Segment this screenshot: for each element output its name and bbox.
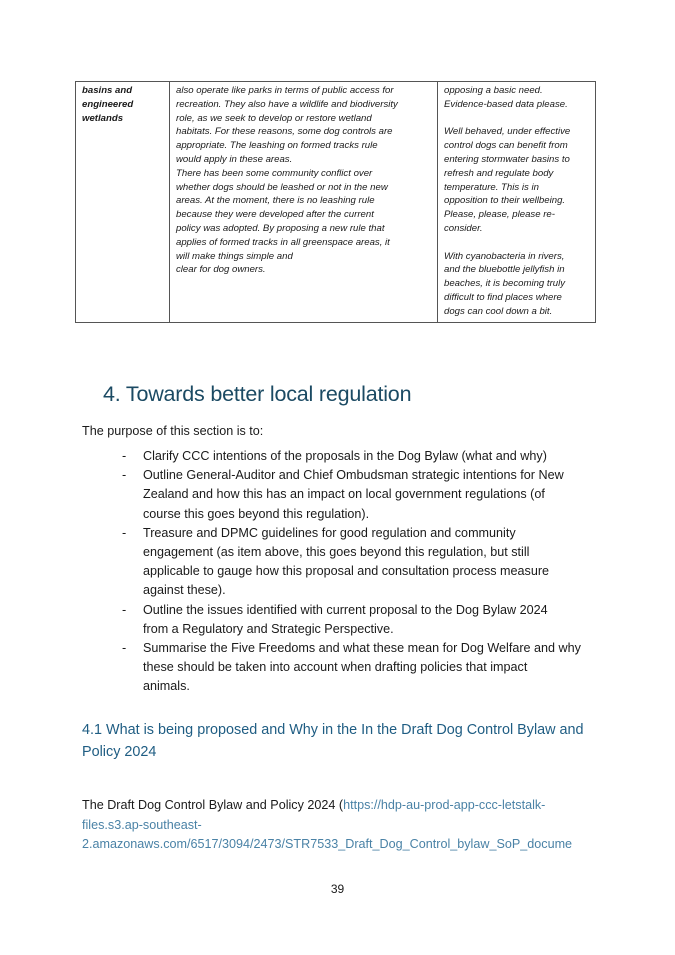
- comment-line: consider.: [444, 222, 483, 234]
- comment-line: refresh and regulate body: [444, 167, 554, 179]
- subsection-heading-line: 4.1 What is being proposed and Why in the In the Draft Dog Control Bylaw and: [82, 722, 584, 738]
- proposal-line: areas. At the moment, there is no leashing rule: [176, 195, 375, 207]
- list-item: [122, 447, 602, 466]
- proposal-line: policy was adopted. By proposing a new rule that: [176, 222, 385, 234]
- list-item: [122, 466, 602, 524]
- comment-line: control dogs can benefit from: [444, 140, 568, 152]
- list-item-line: from a Regulatory and Strategic Perspective.: [143, 621, 394, 636]
- comment-line: Well behaved, under effective: [444, 126, 571, 138]
- comment-spacer: [444, 236, 590, 250]
- table-row: [76, 82, 596, 323]
- proposal-line: because they were developed after the current: [176, 209, 374, 221]
- comment-line: opposition to their wellbeing.: [444, 195, 566, 207]
- comment-line: temperature. This is in: [444, 181, 539, 193]
- paragraph-prefix: The Draft Dog Control Bylaw and Policy 2024 (: [82, 798, 344, 812]
- proposal-line: whether dogs should be leashed or not in the new: [176, 181, 388, 193]
- bullet-dash: -: [122, 468, 127, 483]
- comment-line: Please, please, please re-: [444, 209, 555, 221]
- comment-line: dogs can cool down a bit.: [444, 305, 553, 317]
- list-item-line: applicable to gauge how this proposal and consultation process measure: [143, 564, 550, 579]
- list-item-line: Outline General-Auditor and Chief Ombudsman strategic intentions for New: [143, 468, 564, 483]
- body-paragraph: [82, 796, 572, 855]
- list-item-line: Zealand and how this has an impact on local government regulations (of: [143, 487, 545, 502]
- comment-line: With cyanobacteria in rivers,: [444, 250, 565, 262]
- list-item: [122, 601, 602, 639]
- document-link[interactable]: files.s3.ap-southeast-: [82, 817, 202, 832]
- proposal-line: role, as we seek to develop or restore wetland: [176, 112, 372, 124]
- page-number: 39: [330, 882, 345, 896]
- intro-text: The purpose of this section is to:: [82, 424, 264, 438]
- bullet-dash: -: [122, 525, 127, 540]
- list-item-line: Outline the issues identified with current proposal to the Dog Bylaw 2024: [143, 602, 548, 617]
- proposal-line: recreation. They also have a wildlife and biodiversity: [176, 98, 398, 110]
- proposal-line: would apply in these areas.: [176, 153, 293, 165]
- list-item-line: animals.: [143, 679, 190, 694]
- topic-line: basins and: [82, 85, 133, 96]
- table-cell-comment: [438, 82, 596, 323]
- comment-line: difficult to find places where: [444, 291, 562, 303]
- topic-line: engineered: [82, 98, 134, 110]
- table-cell-proposal: [170, 82, 438, 323]
- subsection-heading: [82, 719, 584, 763]
- comment-line: and the bluebottle jellyfish in: [444, 264, 565, 276]
- subsection-heading-line: Policy 2024: [82, 744, 157, 760]
- comment-line: entering stormwater basins to: [444, 153, 570, 165]
- document-link[interactable]: 2.amazonaws.com/6517/3094/2473/STR7533_Draft_Dog_Control_bylaw_SoP_docume: [82, 837, 573, 851]
- document-link[interactable]: https://hdp-au-prod-app-ccc-letstalk-: [343, 798, 546, 812]
- paragraph-line: [82, 796, 572, 816]
- list-item-line: course this goes beyond this regulation).: [143, 506, 370, 521]
- purpose-list: [122, 447, 602, 697]
- list-item: [122, 524, 602, 601]
- proposal-line: will make things simple and: [176, 250, 293, 262]
- table-cell-topic: [76, 82, 170, 323]
- feedback-table: [75, 81, 596, 323]
- proposal-line: There has been some community conflict over: [176, 167, 373, 179]
- section-heading: 4. Towards better local regulation: [103, 382, 412, 406]
- proposal-line: clear for dog owners.: [176, 264, 266, 276]
- proposal-line: also operate like parks in terms of public access for: [176, 85, 394, 96]
- list-item-line: these should be taken into account when drafting policies that impact: [143, 660, 528, 675]
- list-item-line: engagement (as item above, this goes beyond this regulation, but still: [143, 545, 530, 560]
- topic-line: wetlands: [82, 112, 124, 124]
- list-item-line: Summarise the Five Freedoms and what these mean for Dog Welfare and why: [143, 641, 581, 656]
- list-item-line: Clarify CCC intentions of the proposals in the Dog Bylaw (what and why): [143, 449, 547, 463]
- list-item: [122, 639, 602, 697]
- proposal-line: habitats. For these reasons, some dog controls are: [176, 126, 393, 138]
- list-item-line: against these).: [143, 583, 226, 598]
- bullet-dash: -: [122, 602, 127, 617]
- comment-line: Evidence-based data please.: [444, 98, 568, 110]
- bullet-dash: -: [122, 449, 127, 463]
- comment-line: beaches, it is becoming truly: [444, 278, 566, 290]
- list-item-line: Treasure and DPMC guidelines for good regulation and community: [143, 525, 516, 540]
- bullet-dash: -: [122, 641, 127, 656]
- proposal-line: appropriate. The leashing on formed tracks rule: [176, 140, 378, 152]
- comment-spacer: [444, 112, 590, 126]
- proposal-line: applies of formed tracks in all greenspace areas, it: [176, 236, 390, 248]
- comment-line: opposing a basic need.: [444, 85, 543, 96]
